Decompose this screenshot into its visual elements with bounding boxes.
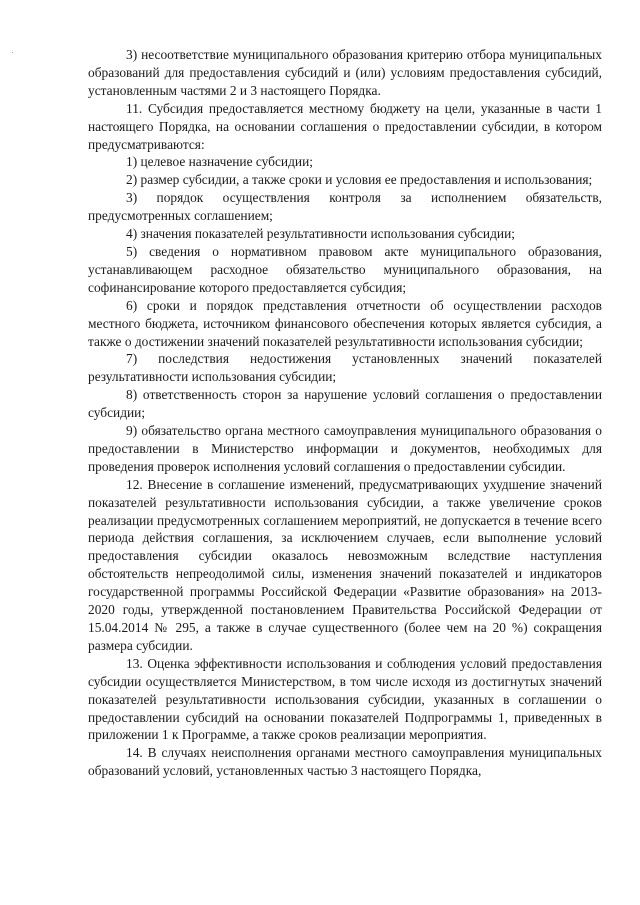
- list-item-4: 4) значения показателей результативности использования субсидии;: [126, 226, 515, 242]
- list-item-7: 7) последствия недостижения установленных значений показателей результативности использования субсидии;: [88, 351, 602, 385]
- paragraph-item-3-criteria: 3) несоответствие муниципального образования критерию отбора муниципальных образований для предоставления субсидий и (или) условиям предоставления субсидий, установленным частями 2 и 3 настоящего Порядка.: [88, 47, 602, 98]
- list-item-2: 2) размер субсидии, а также сроки и условия ее предоставления и использования;: [126, 172, 593, 188]
- list-item-1: 1) целевое назначение субсидии;: [126, 154, 313, 170]
- paragraph-section-12: 12. Внесение в соглашение изменений, предусматривающих ухудшение значений показателей результативности использования субсидии, а также увеличение сроков реализации предусмотренных соглашением мероприятий, не допускается в течение всего периода действия соглашения, за исключением случаев, если выполнение условий предоставления субсидии оказалось невозможным вследствие наступления обстоятельств непреодолимой силы, изменения значений показателей и индикаторов государственной программы Российской Федерации «Развитие образования» на 2013-2020 годы, утвержденной постановлением Правительства Российской Федерации от 15.04.2014 № 295, а также в случае существенного (более чем на 20 %) сокращения размера субсидии.: [88, 476, 602, 653]
- list-item-9: 9) обязательство органа местного самоуправления муниципального образования о предоставлении в Министерство информации и документов, необходимых для проведения проверок исполнения условий соглашения о предоставлении субсидии.: [88, 423, 602, 474]
- list-item-6: 6) сроки и порядок представления отчетности об осуществлении расходов местного бюджета, источником финансового обеспечения которых является субсидия, а также о достижении значений показателей результативности использования субсидии;: [88, 297, 602, 349]
- scan-speck: [12, 52, 13, 53]
- paragraph-section-14: 14. В случаях неисполнения органами местного самоуправления муниципальных образований условий, установленных частью 3 настоящего Порядка,: [88, 745, 602, 779]
- paragraph-section-13: 13. Оценка эффективности использования и соблюдения условий предоставления субсидии осуществляется Министерством, в том числе исходя из достигнутых значений показателей результативности использования субсидии, указанных в соглашении о предоставлении субсидий на основании показателей Подпрограммы 1, приведенных в приложении 1 к Программе, а также сроков реализации мероприятия.: [88, 655, 602, 743]
- list-item-3: 3) порядок осуществления контроля за исполнением обязательств, предусмотренных соглашением;: [88, 190, 602, 224]
- list-item-5: 5) сведения о нормативном правовом акте муниципального образования, устанавливающем расходное обязательство муниципального образования, на софинансирование которого предоставляется субсидия;: [88, 243, 602, 295]
- document-body: [88, 46, 602, 780]
- paragraph-section-11: 11. Субсидия предоставляется местному бюджету на цели, указанные в части 1 настоящего Порядка, на основании соглашения о предоставлении субсидии, в котором предусматриваются:: [88, 100, 602, 152]
- list-item-8: 8) ответственность сторон за нарушение условий соглашения о предоставлении субсидии;: [88, 387, 602, 421]
